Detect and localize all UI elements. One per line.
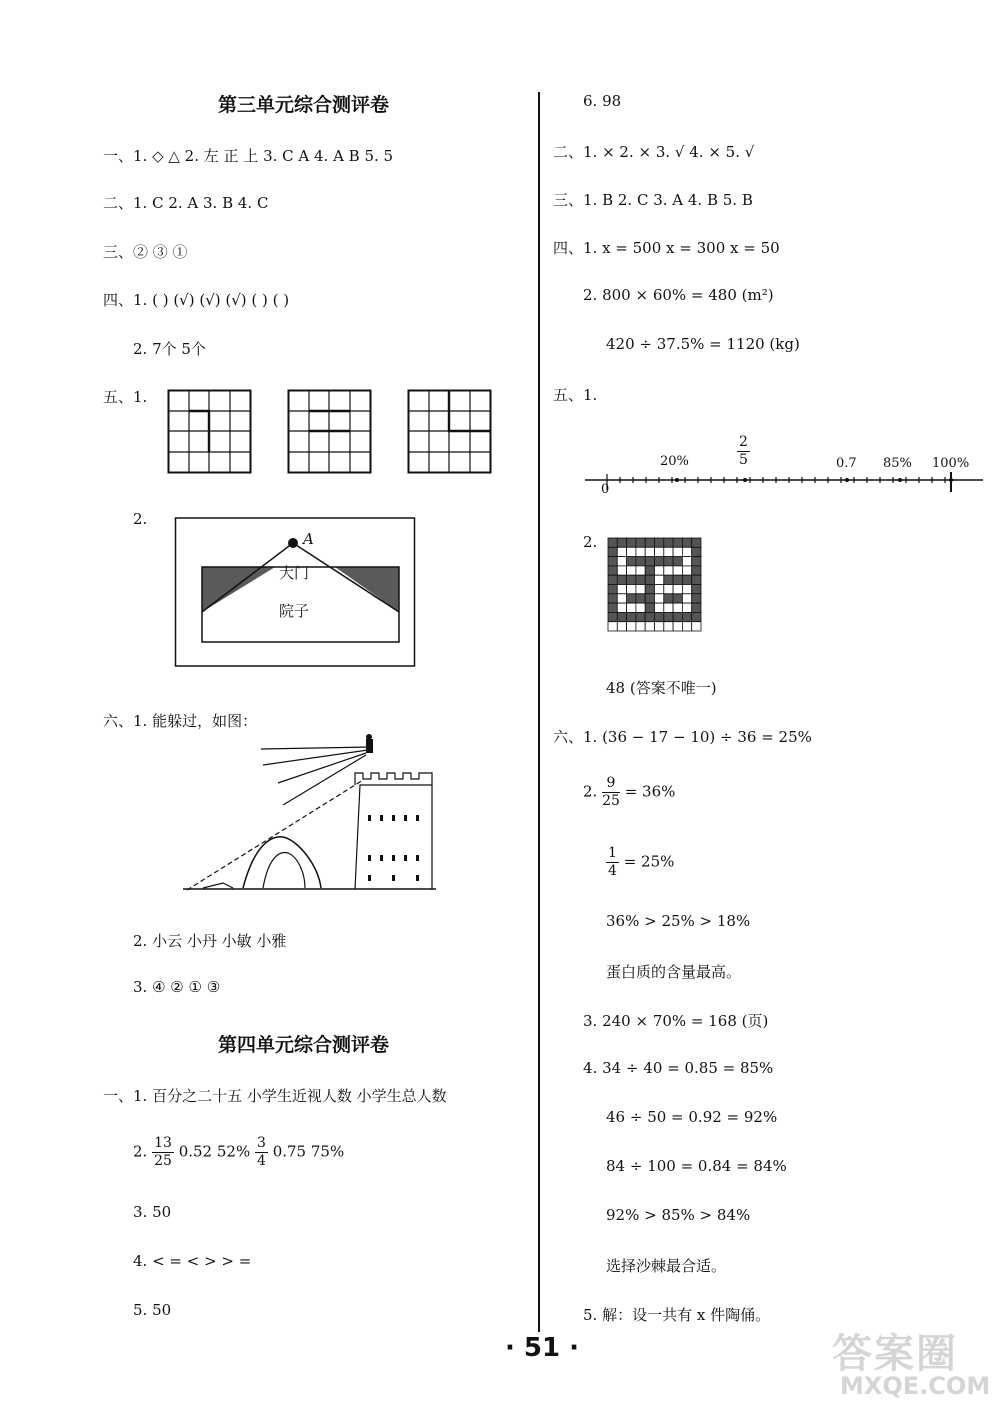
- grid-cell: [673, 603, 682, 612]
- fraction-denominator: 5: [739, 452, 748, 468]
- grid-cell: [608, 566, 617, 575]
- grid-cell: [673, 594, 682, 603]
- grid-cell: [627, 566, 636, 575]
- number-line: [585, 468, 985, 498]
- grid-figure-2: [288, 390, 372, 474]
- unit4-q1: 一、1. 百分之二十五 小学生近视人数 小学生总人数: [103, 1087, 447, 1105]
- grid-cell: [655, 594, 664, 603]
- grid-cell: [636, 612, 645, 621]
- answer-part6-1: 六、1. (36 − 17 − 10) ÷ 36 = 25%: [553, 728, 812, 746]
- fraction-2-5: [737, 434, 750, 469]
- grid-cell: [655, 566, 664, 575]
- number-line-100-percent: 100%: [932, 456, 970, 471]
- grid-cell: [608, 622, 617, 631]
- unit3-q5-2: 2.: [133, 510, 148, 528]
- grid-cell: [664, 566, 673, 575]
- grid-cell: [673, 575, 682, 584]
- fraction-denominator: 25: [602, 793, 620, 809]
- unit3-q4: 四、1. ( ) (√) (√) (√) ( ) ( ): [103, 291, 290, 309]
- courtyard-diagram: [175, 517, 415, 667]
- answer-48: 48 (答案不唯一): [606, 679, 717, 697]
- grid-cell: [692, 575, 701, 584]
- grid-cell: [645, 566, 654, 575]
- unit3-q6-2: 2. 小云 小丹 小敏 小雅: [133, 932, 287, 950]
- part6-2-prefix: 2.: [583, 782, 598, 801]
- point-a-label: A: [303, 530, 314, 548]
- grid-cell: [636, 585, 645, 594]
- grid-cell: [692, 603, 701, 612]
- grid-cell: [636, 575, 645, 584]
- grid-cell: [692, 612, 701, 621]
- grid-cell: [655, 603, 664, 612]
- answer-part6-2: [583, 775, 675, 810]
- grid-cell: [645, 557, 654, 566]
- shaded-grid-figure: [607, 537, 702, 634]
- q2-middle: 0.52 52%: [178, 1142, 251, 1161]
- grid-cell: [627, 538, 636, 547]
- grid-cell: [636, 603, 645, 612]
- grid-cell: [664, 612, 673, 621]
- answer-part4-1: 四、1. x = 500 x = 300 x = 50: [553, 239, 780, 257]
- grid-cell: [682, 603, 691, 612]
- unit3-title: 第三单元综合测评卷: [218, 94, 390, 116]
- q2-end: 0.75 75%: [272, 1142, 345, 1161]
- answer-part6-2b: [606, 845, 674, 880]
- grid-cell: [627, 575, 636, 584]
- unit3-q6: 六、1. 能躲过，如图：: [103, 712, 258, 730]
- grid-cell: [692, 547, 701, 556]
- grid-cell: [617, 612, 626, 621]
- grid-cell: [682, 566, 691, 575]
- number-line-0-7: 0.7: [836, 456, 857, 471]
- grid-cell: [636, 594, 645, 603]
- yard-label: 院子: [279, 602, 310, 620]
- grid-cell: [655, 547, 664, 556]
- grid-cell: [617, 566, 626, 575]
- grid-cell: [682, 547, 691, 556]
- answer-conclusion-1: 蛋白质的含量最高。: [606, 963, 742, 981]
- grid-cell: [655, 557, 664, 566]
- grid-cell: [617, 557, 626, 566]
- grid-cell: [682, 538, 691, 547]
- grid-cell: [664, 547, 673, 556]
- grid-cell: [664, 538, 673, 547]
- grid-cell: [645, 612, 654, 621]
- grid-cell: [645, 575, 654, 584]
- answer-6: 6. 98: [583, 92, 622, 110]
- grid-cell: [608, 538, 617, 547]
- unit4-title: 第四单元综合测评卷: [218, 1034, 390, 1056]
- answer-part5-2: 2.: [583, 533, 598, 551]
- grid-cell: [608, 575, 617, 584]
- watermark-logo: 答案圈: [832, 1331, 958, 1377]
- unit4-q1-4: 4. < = < > > =: [133, 1252, 252, 1270]
- part6-2b-result: = 25%: [623, 852, 675, 871]
- grid-cell: [655, 585, 664, 594]
- grid-cell: [636, 557, 645, 566]
- grid-cell: [645, 547, 654, 556]
- page-number: · 51 ·: [505, 1333, 580, 1363]
- fraction-denominator: 4: [608, 863, 617, 879]
- grid-cell: [655, 538, 664, 547]
- grid-cell: [636, 538, 645, 547]
- grid-cell: [682, 557, 691, 566]
- answer-part4-2a: 2. 800 × 60% = 480 (m²): [583, 286, 774, 304]
- grid-cell: [664, 594, 673, 603]
- grid-cell: [655, 622, 664, 631]
- number-line-85-percent: 85%: [883, 456, 912, 471]
- fraction-numerator: 9: [602, 775, 620, 793]
- watermark-url: MXQE.COM: [840, 1372, 991, 1400]
- grid-cell: [664, 585, 673, 594]
- unit3-q2: 二、1. C 2. A 3. B 4. C: [103, 194, 269, 212]
- fraction-denominator: 25: [154, 1153, 172, 1169]
- unit3-q6-3: 3. ④ ② ① ③: [133, 978, 221, 996]
- grid-cell: [636, 566, 645, 575]
- grid-cell: [627, 622, 636, 631]
- grid-cell: [682, 585, 691, 594]
- fraction-3-4: [255, 1135, 268, 1170]
- grid-cell: [608, 557, 617, 566]
- grid-cell: [617, 575, 626, 584]
- answer-part6-5: 5. 解：设一共有 x 件陶俑。: [583, 1306, 771, 1324]
- grid-cell: [617, 594, 626, 603]
- grid-cell: [608, 603, 617, 612]
- grid-cell: [673, 612, 682, 621]
- gate-label: 大门: [279, 564, 310, 582]
- grid-figure-3: [408, 390, 492, 474]
- grid-figure-1: [168, 390, 252, 474]
- answer-part2: 二、1. × 2. × 3. √ 4. × 5. √: [553, 143, 755, 161]
- grid-cell: [682, 575, 691, 584]
- unit4-q1-2: [133, 1135, 344, 1170]
- answer-part5-1: 五、1.: [553, 386, 598, 404]
- fraction-1-4: [606, 845, 619, 880]
- grid-cell: [636, 547, 645, 556]
- grid-cell: [645, 603, 654, 612]
- lighthouse-illustration: [183, 735, 438, 895]
- grid-cell: [682, 594, 691, 603]
- number-line-20-percent: 20%: [660, 454, 689, 469]
- grid-cell: [645, 594, 654, 603]
- answer-part6-4b: 46 ÷ 50 = 0.92 = 92%: [606, 1108, 778, 1126]
- answer-conclusion-2: 选择沙棘最合适。: [606, 1257, 727, 1275]
- fraction-numerator: 1: [608, 845, 617, 861]
- grid-cell: [692, 594, 701, 603]
- fraction-numerator: 2: [739, 434, 748, 450]
- grid-cell: [636, 622, 645, 631]
- answer-part3: 三、1. B 2. C 3. A 4. B 5. B: [553, 191, 753, 209]
- answer-compare-1: 36% > 25% > 18%: [606, 912, 751, 930]
- answer-compare-2: 92% > 85% > 84%: [606, 1206, 751, 1224]
- grid-cell: [627, 594, 636, 603]
- grid-cell: [617, 585, 626, 594]
- grid-cell: [617, 603, 626, 612]
- grid-cell: [627, 603, 636, 612]
- grid-cell: [682, 622, 691, 631]
- grid-cell: [627, 612, 636, 621]
- grid-cell: [627, 585, 636, 594]
- grid-cell: [692, 585, 701, 594]
- grid-cell: [617, 622, 626, 631]
- unit3-q3: 三、② ③ ①: [103, 243, 188, 261]
- grid-cell: [664, 575, 673, 584]
- fraction-denominator: 4: [257, 1153, 266, 1169]
- q2-prefix: 2.: [133, 1142, 148, 1161]
- grid-cell: [664, 557, 673, 566]
- grid-cell: [645, 538, 654, 547]
- grid-cell: [692, 622, 701, 631]
- fraction-13-25: [152, 1135, 174, 1170]
- grid-cell: [673, 622, 682, 631]
- grid-cell: [608, 547, 617, 556]
- answer-part4-2b: 420 ÷ 37.5% = 1120 (kg): [606, 335, 800, 353]
- grid-cell: [608, 585, 617, 594]
- grid-cell: [617, 538, 626, 547]
- number-line-two-fifths: [737, 434, 750, 469]
- fraction-numerator: 3: [257, 1135, 266, 1151]
- unit4-q1-3: 3. 50: [133, 1203, 172, 1221]
- grid-cell: [608, 594, 617, 603]
- unit3-q4-2: 2. 7个 5个: [133, 340, 206, 358]
- grid-cell: [664, 603, 673, 612]
- grid-cell: [692, 566, 701, 575]
- number-line-zero: 0: [601, 482, 610, 497]
- grid-cell: [664, 622, 673, 631]
- grid-cell: [682, 612, 691, 621]
- fraction-numerator: 13: [154, 1135, 172, 1151]
- answer-part6-4c: 84 ÷ 100 = 0.84 = 84%: [606, 1157, 787, 1175]
- grid-cell: [655, 612, 664, 621]
- grid-cell: [673, 585, 682, 594]
- unit3-q5: 五、1.: [103, 388, 148, 406]
- grid-cell: [655, 575, 664, 584]
- grid-cell: [608, 612, 617, 621]
- answer-part6-4a: 4. 34 ÷ 40 = 0.85 = 85%: [583, 1059, 774, 1077]
- grid-cell: [673, 566, 682, 575]
- grid-cell: [627, 547, 636, 556]
- grid-cell: [645, 622, 654, 631]
- grid-cell: [627, 557, 636, 566]
- grid-cell: [692, 557, 701, 566]
- unit4-q1-5: 5. 50: [133, 1301, 172, 1319]
- grid-cell: [692, 538, 701, 547]
- grid-cell: [645, 585, 654, 594]
- answer-part6-3: 3. 240 × 70% = 168 (页): [583, 1012, 769, 1030]
- unit3-q1: 一、1. ◇ △ 2. 左 正 上 3. C A 4. A B 5. 5: [103, 147, 394, 165]
- column-divider: [538, 92, 540, 1332]
- grid-cell: [673, 547, 682, 556]
- part6-2-result: = 36%: [624, 782, 676, 801]
- fraction-9-25: [602, 775, 620, 810]
- grid-cell: [673, 538, 682, 547]
- grid-cell: [617, 547, 626, 556]
- grid-cell: [673, 557, 682, 566]
